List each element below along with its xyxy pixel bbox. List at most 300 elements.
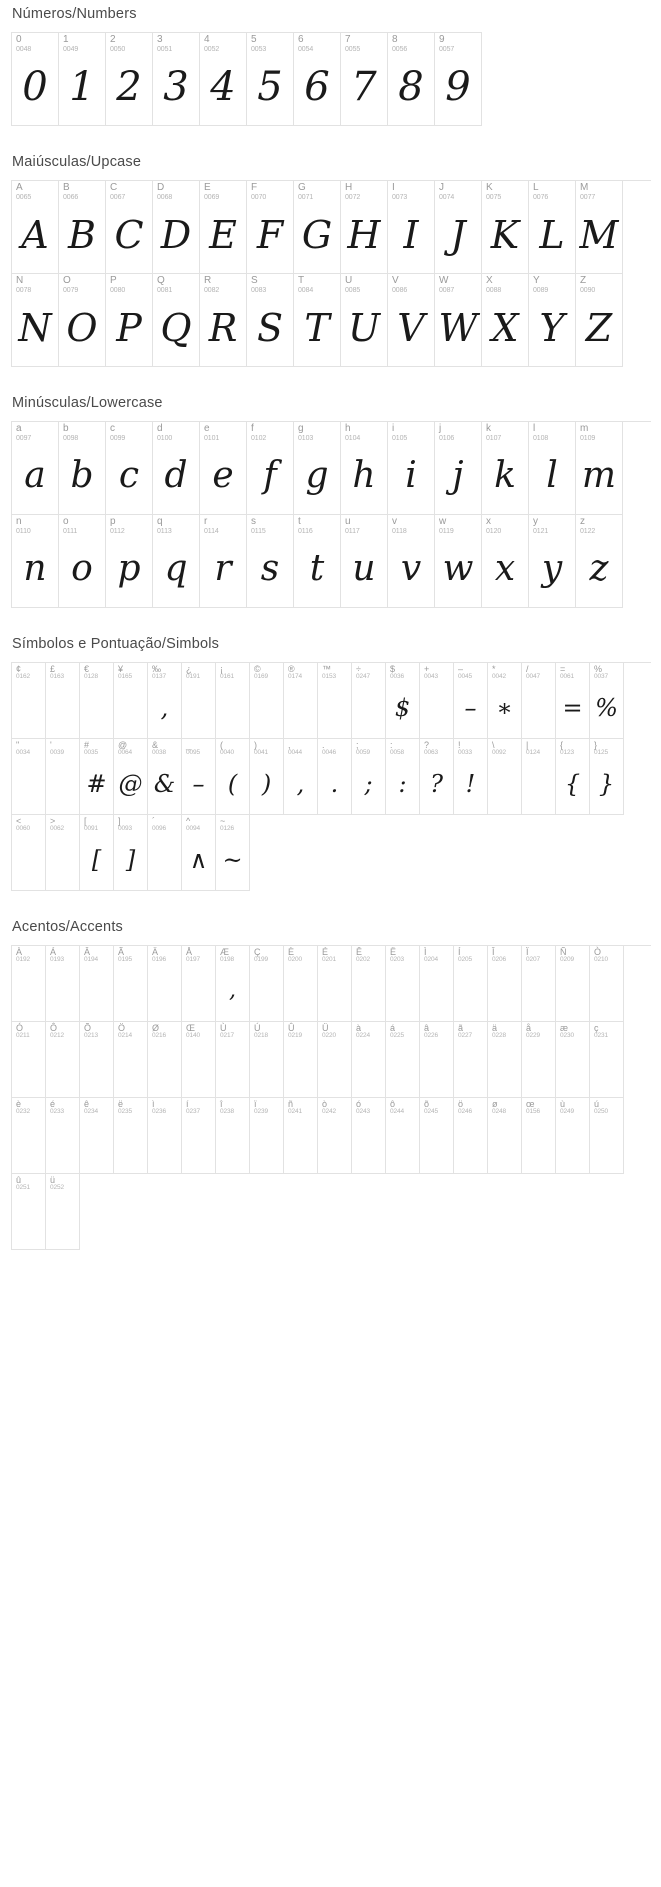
glyph-charcode-label: 0114: [204, 527, 219, 535]
glyph-cell[interactable]: [46, 739, 80, 815]
glyph-cell[interactable]: [294, 181, 341, 274]
glyph-cell[interactable]: [590, 946, 624, 1022]
glyph-cell[interactable]: [200, 274, 247, 367]
glyph-meta: [12, 815, 45, 833]
glyph-cell[interactable]: [153, 274, 200, 367]
glyph-cell[interactable]: [284, 1098, 318, 1174]
glyph-meta: [386, 1022, 419, 1040]
glyph-cell[interactable]: [284, 1022, 318, 1098]
glyph-charcode-label: 0112: [110, 527, 125, 535]
glyph-charcode-label: 0174: [288, 673, 303, 681]
glyph-cell[interactable]: [388, 274, 435, 367]
glyph-cell[interactable]: [576, 422, 623, 515]
glyph-cell[interactable]: [200, 33, 247, 126]
glyph-meta: [12, 1174, 45, 1192]
glyph-cell[interactable]: [556, 946, 590, 1022]
glyph-cell[interactable]: [114, 663, 148, 739]
glyph-cell[interactable]: [247, 515, 294, 608]
glyph-preview: [148, 1116, 181, 1173]
glyph-cell[interactable]: [250, 1098, 284, 1174]
glyph-cell[interactable]: [420, 663, 454, 739]
glyph-cell[interactable]: [482, 422, 529, 515]
glyph-character-label: t: [298, 516, 301, 527]
glyph-cell[interactable]: [318, 663, 352, 739]
glyph-cell[interactable]: [488, 1022, 522, 1098]
glyph-cell[interactable]: [556, 739, 590, 815]
glyph-cell[interactable]: [556, 1022, 590, 1098]
glyph-cell[interactable]: [435, 33, 482, 126]
glyph-cell[interactable]: [12, 33, 59, 126]
glyph-preview: [522, 1040, 555, 1097]
glyph-cell[interactable]: [529, 515, 576, 608]
glyph-cell[interactable]: [420, 946, 454, 1022]
glyph-preview: j: [452, 454, 464, 496]
glyph-preview: x: [494, 547, 516, 589]
glyph-charcode-label: 0076: [533, 193, 549, 201]
glyph-cell[interactable]: [46, 946, 80, 1022]
glyph-cell[interactable]: [148, 946, 182, 1022]
glyph-cell[interactable]: [556, 663, 590, 739]
glyph-cell[interactable]: [318, 946, 352, 1022]
glyph-cell[interactable]: [46, 815, 80, 891]
glyph-cell[interactable]: [318, 739, 352, 815]
glyph-cell[interactable]: [341, 274, 388, 367]
glyph-charcode-label: 0202: [356, 956, 371, 964]
glyph-cell[interactable]: [12, 1098, 46, 1174]
glyph-preview: [590, 1116, 623, 1173]
glyph-cell[interactable]: [576, 515, 623, 608]
glyph-cell[interactable]: [153, 515, 200, 608]
glyph-cell[interactable]: [386, 1098, 420, 1174]
glyph-charcode-label: 0116: [298, 527, 313, 535]
glyph-preview: Z: [585, 305, 613, 350]
glyph-cell[interactable]: [106, 274, 153, 367]
glyph-preview: –: [192, 769, 205, 798]
glyph-meta: [435, 515, 481, 535]
glyph-cell[interactable]: [182, 1022, 216, 1098]
glyph-cell[interactable]: [182, 739, 216, 815]
glyph-cell[interactable]: [80, 739, 114, 815]
glyph-cell[interactable]: [182, 663, 216, 739]
glyph-character-label: Ç: [254, 947, 261, 957]
glyph-cell[interactable]: [522, 1022, 556, 1098]
glyph-meta: [12, 946, 45, 964]
glyph-character-label: %: [594, 664, 603, 674]
glyph-character-label: Ü: [322, 1023, 329, 1033]
glyph-cell[interactable]: [250, 739, 284, 815]
glyph-cell[interactable]: [106, 33, 153, 126]
glyph-cell[interactable]: [153, 422, 200, 515]
glyph-preview: [182, 964, 215, 1021]
glyph-charcode-label: 0206: [492, 956, 507, 964]
glyph-character-label: 5: [251, 34, 257, 45]
section-title: Maiúsculas/Upcase: [12, 154, 142, 170]
glyph-cell[interactable]: [114, 815, 148, 891]
glyph-cell[interactable]: [148, 1098, 182, 1174]
glyph-cell[interactable]: [420, 1022, 454, 1098]
glyph-cell[interactable]: [247, 274, 294, 367]
glyph-cell[interactable]: [529, 181, 576, 274]
glyph-cell[interactable]: [200, 515, 247, 608]
glyph-cell[interactable]: [386, 663, 420, 739]
glyph-preview: ∗: [496, 693, 513, 722]
glyph-cell[interactable]: [454, 946, 488, 1022]
glyph-cell[interactable]: [488, 663, 522, 739]
glyph-charcode-label: 0097: [16, 434, 32, 442]
glyph-character-label: ë: [118, 1099, 124, 1109]
glyph-meta: [153, 181, 199, 201]
glyph-cell[interactable]: [388, 33, 435, 126]
glyph-cell[interactable]: [182, 815, 216, 891]
glyph-cell[interactable]: [341, 515, 388, 608]
glyph-preview: :: [398, 769, 407, 798]
glyph-cell[interactable]: [284, 946, 318, 1022]
glyph-cell[interactable]: [153, 33, 200, 126]
glyph-cell[interactable]: [482, 274, 529, 367]
glyph-charcode-label: 0067: [110, 193, 126, 201]
glyph-meta: [294, 274, 340, 294]
glyph-preview: U: [347, 305, 381, 350]
glyph-character-label: ö: [458, 1099, 464, 1109]
glyph-charcode-label: 0191: [186, 673, 201, 681]
glyph-character-label: æ: [560, 1023, 569, 1033]
glyph-preview: C: [114, 212, 144, 257]
glyph-charcode-label: 0101: [204, 434, 220, 442]
glyph-charcode-label: 0125: [594, 749, 609, 757]
glyph-preview: D: [160, 212, 192, 257]
glyph-cell[interactable]: [294, 274, 341, 367]
glyph-cell[interactable]: [12, 663, 46, 739]
glyph-cell[interactable]: [420, 1098, 454, 1174]
glyph-meta: [284, 663, 317, 681]
glyph-charcode-label: 0070: [251, 193, 267, 201]
glyph-cell[interactable]: [12, 1022, 46, 1098]
glyph-preview: M: [579, 212, 619, 257]
glyph-cell[interactable]: [46, 1022, 80, 1098]
glyph-character-label: ‰: [152, 664, 161, 674]
glyph-meta: [200, 422, 246, 442]
glyph-meta: [182, 946, 215, 964]
glyph-cell[interactable]: [114, 946, 148, 1022]
glyph-preview: l: [546, 454, 558, 496]
glyph-cell[interactable]: [294, 33, 341, 126]
glyph-cell[interactable]: [80, 946, 114, 1022]
glyph-cell[interactable]: [386, 739, 420, 815]
glyph-cell[interactable]: [318, 1098, 352, 1174]
glyph-character-label: é: [50, 1099, 56, 1109]
glyph-character-label: õ: [424, 1099, 430, 1109]
glyph-cell[interactable]: [341, 422, 388, 515]
glyph-preview: [46, 964, 79, 1021]
glyph-section: [0, 389, 661, 608]
glyph-cell[interactable]: [216, 663, 250, 739]
glyph-cell[interactable]: [522, 946, 556, 1022]
glyph-cell[interactable]: [454, 739, 488, 815]
glyph-meta: [46, 1022, 79, 1040]
glyph-cell[interactable]: [482, 181, 529, 274]
glyph-charcode-label: 0049: [63, 45, 79, 53]
glyph-cell[interactable]: [59, 181, 106, 274]
glyph-cell[interactable]: [114, 1022, 148, 1098]
glyph-cell[interactable]: [12, 815, 46, 891]
glyph-character-label: Ì: [424, 947, 427, 957]
glyph-meta: [247, 33, 293, 53]
glyph-cell[interactable]: [12, 1174, 46, 1250]
glyph-cell[interactable]: [250, 946, 284, 1022]
glyph-meta: [529, 515, 575, 535]
glyph-cell[interactable]: [590, 1022, 624, 1098]
glyph-charcode-label: 0113: [157, 527, 172, 535]
glyph-character-label: x: [486, 516, 491, 527]
glyph-cell[interactable]: [294, 515, 341, 608]
glyph-charcode-label: 0034: [16, 749, 31, 757]
glyph-cell[interactable]: [114, 1098, 148, 1174]
glyph-meta: [148, 946, 181, 964]
glyph-character-label: Q: [157, 275, 165, 286]
glyph-preview: #: [86, 769, 107, 798]
glyph-cell[interactable]: [352, 739, 386, 815]
glyph-preview: s: [260, 547, 280, 589]
glyph-cell[interactable]: [341, 181, 388, 274]
glyph-meta: [200, 274, 246, 294]
glyph-cell[interactable]: [529, 274, 576, 367]
glyph-meta: [590, 1098, 623, 1116]
glyph-cell[interactable]: [352, 1098, 386, 1174]
glyph-charcode-label: 0244: [390, 1108, 405, 1116]
glyph-charcode-label: 0088: [486, 286, 502, 294]
glyph-cell[interactable]: [59, 274, 106, 367]
glyph-cell[interactable]: [182, 946, 216, 1022]
glyph-charcode-label: 0082: [204, 286, 220, 294]
glyph-preview: V: [397, 305, 425, 350]
glyph-character-label: U: [345, 275, 353, 286]
glyph-charcode-label: 0044: [288, 749, 303, 757]
glyph-charcode-label: 0043: [424, 673, 439, 681]
glyph-charcode-label: 0242: [322, 1108, 337, 1116]
glyph-character-label: ,: [288, 740, 291, 750]
glyph-charcode-label: 0227: [458, 1032, 473, 1040]
glyph-meta: [12, 663, 45, 681]
glyph-character-label: Ù: [220, 1023, 227, 1033]
glyph-cell[interactable]: [284, 739, 318, 815]
glyph-cell[interactable]: [80, 815, 114, 891]
glyph-charcode-label: 0195: [118, 956, 133, 964]
glyph-meta: [200, 515, 246, 535]
glyph-charcode-label: 0103: [298, 434, 314, 442]
glyph-meta: [388, 33, 434, 53]
glyph-character-label: œ: [526, 1099, 535, 1109]
glyph-cell[interactable]: [12, 274, 59, 367]
glyph-cell[interactable]: [388, 422, 435, 515]
glyph-meta: [318, 946, 351, 964]
glyph-cell[interactable]: [388, 181, 435, 274]
glyph-cell[interactable]: [420, 739, 454, 815]
glyph-cell[interactable]: [12, 181, 59, 274]
glyph-cell[interactable]: [318, 1022, 352, 1098]
glyph-cell[interactable]: [12, 946, 46, 1022]
glyph-charcode-label: 0205: [458, 956, 473, 964]
glyph-charcode-label: 0053: [251, 45, 267, 53]
glyph-preview: [182, 681, 215, 738]
glyph-charcode-label: 0126: [220, 825, 235, 833]
glyph-cell[interactable]: [294, 422, 341, 515]
glyph-cell[interactable]: [200, 422, 247, 515]
glyph-meta: [216, 663, 249, 681]
glyph-preview: y: [541, 547, 563, 589]
glyph-charcode-label: 0251: [16, 1184, 31, 1192]
glyph-meta: [318, 739, 351, 757]
glyph-cell[interactable]: [46, 1174, 80, 1250]
glyph-preview: m: [581, 454, 617, 496]
glyph-cell[interactable]: [556, 1098, 590, 1174]
glyph-preview: u: [352, 547, 376, 589]
glyph-charcode-label: 0231: [594, 1032, 609, 1040]
glyph-preview: [46, 757, 79, 814]
glyph-cell[interactable]: [12, 422, 59, 515]
glyph-cell[interactable]: [284, 663, 318, 739]
glyph-preview: f: [263, 454, 277, 496]
glyph-character-label: ÷: [356, 664, 361, 674]
glyph-cell[interactable]: [46, 663, 80, 739]
glyph-meta: [153, 422, 199, 442]
glyph-preview: X: [491, 305, 519, 350]
glyph-cell[interactable]: [216, 1098, 250, 1174]
glyph-charcode-label: 0211: [16, 1032, 30, 1040]
glyph-charcode-label: 0036: [390, 673, 405, 681]
glyph-preview: [216, 681, 249, 738]
glyph-preview: e: [212, 454, 234, 496]
glyph-cell[interactable]: [250, 663, 284, 739]
glyph-character-label: ï: [254, 1099, 257, 1109]
glyph-charcode-label: 0102: [251, 434, 267, 442]
glyph-cell[interactable]: [341, 33, 388, 126]
glyph-charcode-label: 0213: [84, 1032, 99, 1040]
glyph-cell[interactable]: [46, 1098, 80, 1174]
glyph-cell[interactable]: [522, 1098, 556, 1174]
glyph-cell[interactable]: [106, 515, 153, 608]
glyph-character-label: 3: [157, 34, 163, 45]
glyph-cell[interactable]: [216, 739, 250, 815]
glyph-preview: [148, 1040, 181, 1097]
glyph-cell[interactable]: [454, 663, 488, 739]
glyph-cell[interactable]: [522, 739, 556, 815]
glyph-cell[interactable]: [106, 181, 153, 274]
glyph-cell[interactable]: [247, 181, 294, 274]
glyph-meta: [46, 1098, 79, 1116]
glyph-character-label: Í: [458, 947, 461, 957]
glyph-cell[interactable]: [435, 181, 482, 274]
glyph-cell[interactable]: [435, 515, 482, 608]
glyph-preview: [114, 964, 147, 1021]
glyph-meta: [590, 946, 623, 964]
glyph-cell[interactable]: [576, 181, 623, 274]
glyph-cell[interactable]: [200, 181, 247, 274]
glyph-character-label: –: [458, 664, 464, 674]
glyph-character-label: T: [298, 275, 305, 286]
glyph-meta: [182, 1022, 215, 1040]
glyph-charcode-label: 0121: [533, 527, 549, 535]
glyph-cell[interactable]: [488, 946, 522, 1022]
glyph-cell[interactable]: [114, 739, 148, 815]
glyph-cell[interactable]: [488, 739, 522, 815]
glyph-cell[interactable]: [590, 1098, 624, 1174]
glyph-cell[interactable]: [454, 1022, 488, 1098]
glyph-cell[interactable]: [352, 1022, 386, 1098]
glyph-character-label: *: [492, 664, 496, 674]
glyph-cell[interactable]: [247, 33, 294, 126]
glyph-cell[interactable]: [59, 515, 106, 608]
glyph-cell[interactable]: [216, 1022, 250, 1098]
glyph-meta: [341, 422, 387, 442]
glyph-character-label: Ê: [356, 947, 363, 957]
glyph-character-label: î: [220, 1099, 223, 1109]
glyph-cell[interactable]: [388, 515, 435, 608]
glyph-character-label: }: [594, 740, 598, 750]
glyph-charcode-label: 0099: [110, 434, 126, 442]
glyph-cell[interactable]: [80, 663, 114, 739]
glyph-character-label: È: [288, 947, 295, 957]
glyph-cell[interactable]: [247, 422, 294, 515]
glyph-cell[interactable]: [12, 739, 46, 815]
glyph-charcode-label: 0124: [526, 749, 541, 757]
glyph-cell[interactable]: [590, 739, 624, 815]
glyph-cell[interactable]: [182, 1098, 216, 1174]
glyph-meta: [114, 946, 147, 964]
glyph-cell[interactable]: [386, 946, 420, 1022]
glyph-cell[interactable]: [522, 663, 556, 739]
glyph-cell[interactable]: [59, 422, 106, 515]
glyph-cell[interactable]: [12, 515, 59, 608]
glyph-cell[interactable]: [148, 739, 182, 815]
glyph-cell[interactable]: [80, 1098, 114, 1174]
glyph-cell[interactable]: [148, 663, 182, 739]
glyph-cell[interactable]: [435, 274, 482, 367]
glyph-character-label: F: [251, 182, 258, 193]
glyph-cell[interactable]: [80, 1022, 114, 1098]
glyph-cell[interactable]: [106, 422, 153, 515]
glyph-character-label: è: [16, 1099, 22, 1109]
glyph-character-label: n: [16, 516, 22, 527]
glyph-charcode-label: 0232: [16, 1108, 31, 1116]
glyph-cell[interactable]: [435, 422, 482, 515]
glyph-cell[interactable]: [590, 663, 624, 739]
glyph-character-label: M: [580, 182, 589, 193]
glyph-cell[interactable]: [454, 1098, 488, 1174]
glyph-meta: [284, 946, 317, 964]
glyph-charcode-label: 0042: [492, 673, 507, 681]
glyph-cell[interactable]: [216, 946, 250, 1022]
glyph-cell[interactable]: [59, 33, 106, 126]
glyph-meta: [556, 739, 589, 757]
glyph-cell[interactable]: [148, 815, 182, 891]
glyph-cell[interactable]: [216, 815, 250, 891]
glyph-cell[interactable]: [488, 1098, 522, 1174]
glyph-cell[interactable]: [482, 515, 529, 608]
glyph-cell[interactable]: [153, 181, 200, 274]
glyph-preview: B: [68, 212, 96, 257]
glyph-cell[interactable]: [529, 422, 576, 515]
glyph-character-label: g: [298, 423, 304, 434]
glyph-cell[interactable]: [352, 946, 386, 1022]
glyph-cell[interactable]: [386, 1022, 420, 1098]
glyph-meta: [576, 515, 622, 535]
glyph-preview: [216, 1116, 249, 1173]
glyph-cell[interactable]: [148, 1022, 182, 1098]
section-title: Minúsculas/Lowercase: [12, 395, 163, 411]
glyph-cell[interactable]: [576, 274, 623, 367]
glyph-cell[interactable]: [250, 1022, 284, 1098]
glyph-cell[interactable]: [352, 663, 386, 739]
